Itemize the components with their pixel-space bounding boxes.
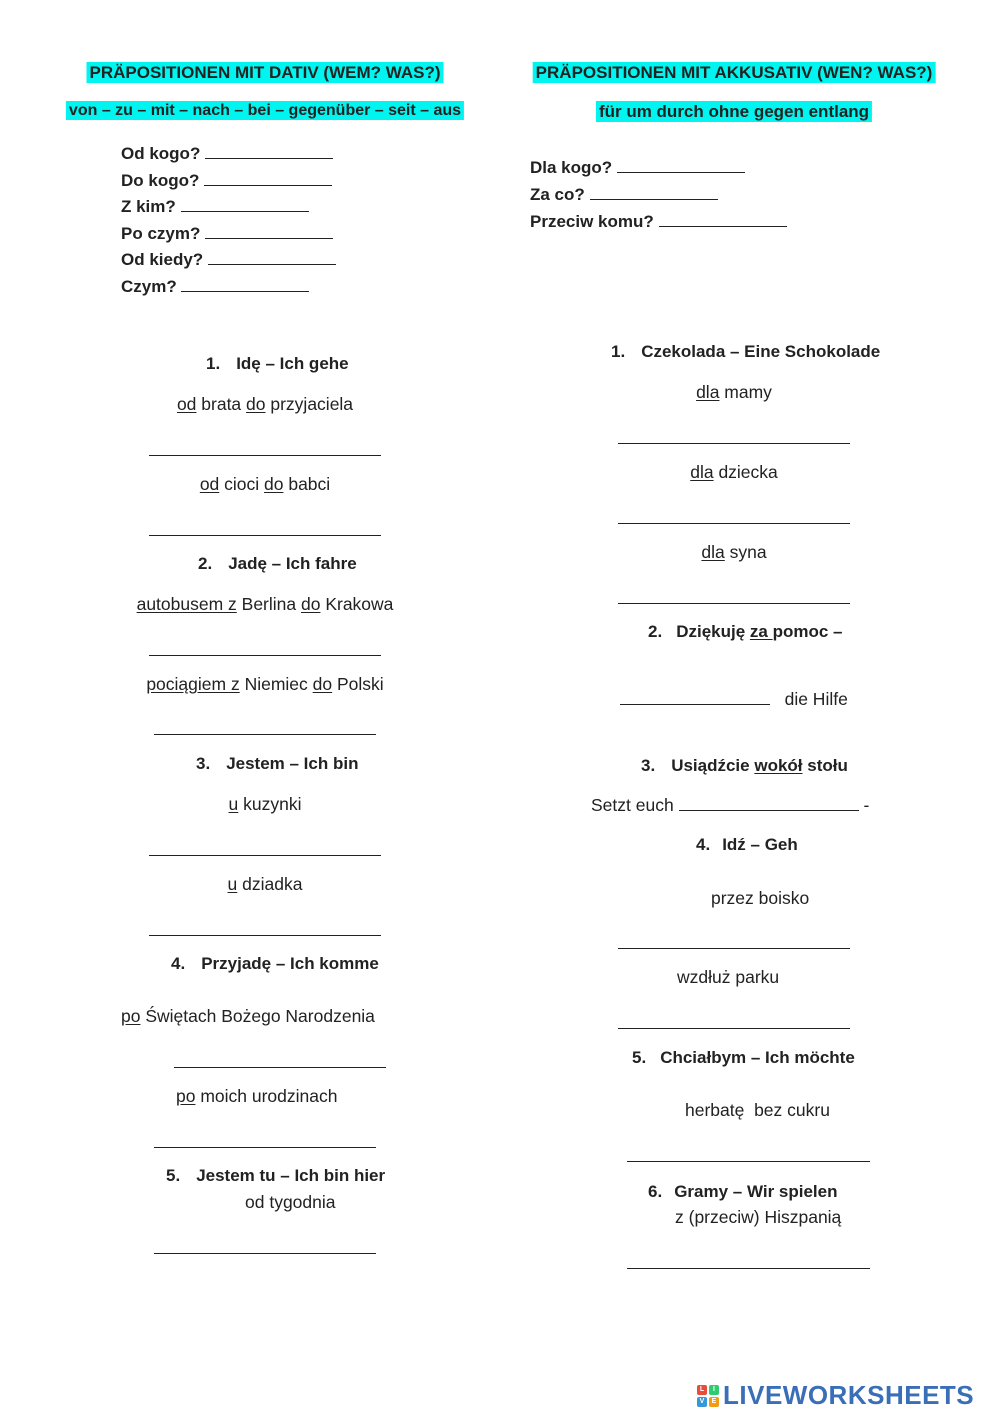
exercise-prompt: od cioci do babci	[199, 474, 331, 494]
answer-input[interactable]	[208, 248, 336, 265]
question-row: Po czym?	[121, 222, 333, 244]
answer-line[interactable]	[618, 523, 850, 524]
question-row: Za co?	[530, 183, 718, 205]
question-row: Od kogo?	[121, 142, 333, 164]
answer-line[interactable]	[149, 655, 381, 656]
dativ-preposition-list: von – zu – mit – nach – bei – gegenüber – seit – aus	[66, 102, 464, 120]
answer-line[interactable]	[174, 1067, 386, 1068]
logo-tiles-icon	[697, 1385, 719, 1407]
exercise-prompt: Setzt euch -	[591, 795, 870, 815]
question-row: Przeciw komu?	[530, 210, 787, 232]
exercise-heading: 1. Czekolada – Eine Schokolade	[611, 342, 881, 361]
logo-tile: E	[709, 1397, 719, 1407]
answer-line[interactable]	[618, 603, 850, 604]
answer-line[interactable]	[627, 1161, 870, 1162]
answer-input[interactable]	[205, 222, 333, 239]
exercise-heading: 1. Idę – Ich gehe	[206, 354, 349, 373]
exercise-prompt: u dziadka	[227, 874, 303, 894]
answer-input[interactable]	[205, 142, 333, 159]
answer-input[interactable]	[204, 169, 332, 186]
answer-input[interactable]	[181, 195, 309, 212]
exercise-heading: 4. Przyjadę – Ich komme	[171, 954, 379, 973]
exercise-heading: 5. Jestem tu – Ich bin hier	[166, 1166, 386, 1185]
logo-tile: L	[697, 1385, 707, 1395]
answer-line[interactable]	[149, 855, 381, 856]
akkusativ-title: PRÄPOSITIONEN MIT AKKUSATIV (WEN? WAS?)	[533, 63, 936, 83]
logo-text: LIVEWORKSHEETS	[723, 1380, 975, 1410]
answer-line[interactable]	[618, 1028, 850, 1029]
answer-line[interactable]	[618, 443, 850, 444]
answer-input[interactable]	[617, 156, 745, 173]
exercise-heading: 3. Jestem – Ich bin	[196, 754, 359, 773]
answer-input[interactable]	[181, 275, 309, 292]
dativ-title: PRÄPOSITIONEN MIT DATIV (WEM? WAS?)	[87, 63, 444, 83]
exercise-heading: 2. Jadę – Ich fahre	[198, 554, 357, 573]
exercise-prompt: z (przeciw) Hiszpanią	[675, 1207, 842, 1227]
exercise-prompt: herbatę bez cukru	[685, 1100, 830, 1120]
exercise-heading: 6. Gramy – Wir spielen	[648, 1182, 838, 1201]
answer-input[interactable]	[590, 183, 718, 200]
exercise-prompt: pociągiem z Niemiec do Polski	[146, 674, 384, 694]
answer-line[interactable]	[149, 535, 381, 536]
answer-input[interactable]	[620, 688, 770, 705]
exercise-prompt: po Świętach Bożego Narodzenia	[121, 1006, 375, 1026]
exercise-heading: 3. Usiądźcie wokół stołu	[641, 756, 848, 775]
answer-line[interactable]	[154, 1147, 376, 1148]
exercise-prompt: u kuzynki	[228, 794, 302, 814]
exercise-prompt: po moich urodzinach	[176, 1086, 338, 1106]
exercise-prompt: dla mamy	[696, 382, 772, 402]
exercise-heading: 2. Dziękuję za pomoc –	[648, 622, 843, 641]
answer-line[interactable]	[149, 935, 381, 936]
question-row: Czym?	[121, 275, 309, 297]
question-row: Dla kogo?	[530, 156, 745, 178]
answer-input[interactable]	[679, 794, 859, 811]
exercise-prompt: die Hilfe	[620, 688, 848, 710]
question-row: Do kogo?	[121, 169, 332, 191]
exercise-prompt: dla dziecka	[690, 462, 778, 482]
answer-line[interactable]	[154, 1253, 376, 1254]
logo-tile: I	[709, 1385, 719, 1395]
exercise-prompt: autobusem z Berlina do Krakowa	[136, 594, 394, 614]
exercise-prompt: od tygodnia	[245, 1192, 336, 1212]
question-row: Z kim?	[121, 195, 309, 217]
logo-tile: V	[697, 1397, 707, 1407]
exercise-prompt: przez boisko	[711, 888, 810, 908]
answer-line[interactable]	[618, 948, 850, 949]
answer-input[interactable]	[659, 210, 787, 227]
exercise-prompt: od brata do przyjaciela	[176, 394, 354, 414]
exercise-prompt: wzdłuż parku	[677, 967, 780, 987]
akkusativ-preposition-list: für um durch ohne gegen entlang	[596, 102, 872, 122]
answer-line[interactable]	[149, 455, 381, 456]
answer-line[interactable]	[154, 734, 376, 735]
liveworksheets-logo	[697, 1380, 974, 1411]
exercise-heading: 5. Chciałbym – Ich möchte	[632, 1048, 855, 1067]
exercise-prompt: dla syna	[701, 542, 767, 562]
question-row: Od kiedy?	[121, 248, 336, 270]
answer-line[interactable]	[627, 1268, 870, 1269]
exercise-heading: 4. Idź – Geh	[696, 835, 798, 854]
